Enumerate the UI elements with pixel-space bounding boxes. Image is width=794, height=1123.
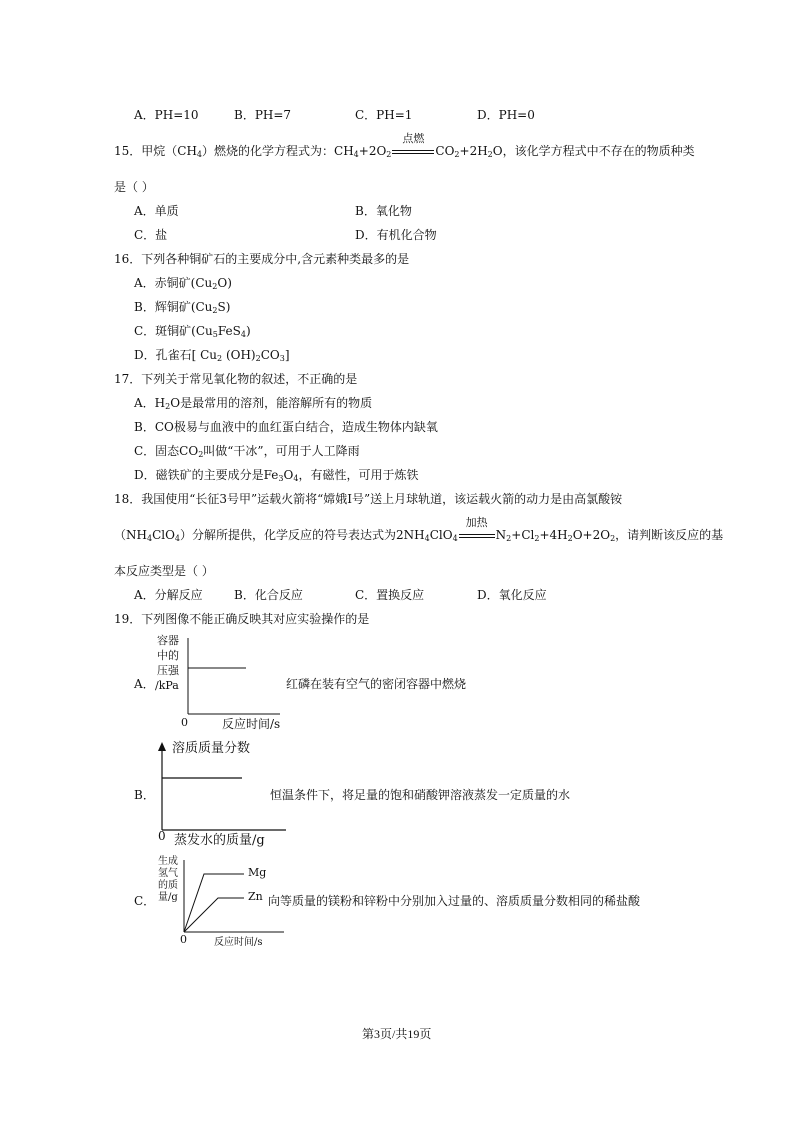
q19-option-b-desc: 恒温条件下，将足量的饱和硝酸钾溶液蒸发一定质量的水 <box>270 788 571 802</box>
q18-option-a: A．分解反应 <box>134 588 203 602</box>
q16-option-a: A．赤铜矿$(Cu_2O)$ <box>134 276 232 291</box>
page-footer: 第3页/共19页 <box>362 1027 432 1041</box>
q15-option-b: B．氧化物 <box>355 204 412 218</box>
q15-option-a: A．单质 <box>134 204 179 218</box>
x-axis-label: 蒸发水的质量/g <box>174 833 265 848</box>
zn-curve <box>184 898 244 932</box>
q17-option-c: C．固态$CO_2$叫做“干冰”，可用于人工降雨 <box>134 444 360 459</box>
q15-stem: 15．甲烷$(CH_4)$燃烧的化学方程式为：$CH_4+2O_2$ 点燃 $CO_2+2H_2O$，该化学方程式中不存在的物质种类 <box>114 131 695 159</box>
q19-option-c-label: C． <box>134 894 156 908</box>
q18-stem-line1: 18．我国使用“长征3号甲”运载火箭将“嫦娥Ⅰ号”送上月球轨道，该运载火箭的动力是由高氯酸铵 <box>114 492 623 506</box>
q19-option-a-label: A． <box>134 677 155 691</box>
q19-option-c-desc: 向等质量的镁粉和锌粉中分别加入过量的、溶质质量分数相同的稀盐酸 <box>268 894 641 908</box>
q17-stem: 17．下列关于常见氧化物的叙述，不正确的是 <box>114 372 358 386</box>
q19-option-b-label: B． <box>134 788 155 802</box>
series-label-zn: Zn <box>248 890 263 903</box>
q16-option-d: D．孔雀石[ $Cu_2$ $(OH)_2CO_3$] <box>134 348 290 363</box>
q18-option-d: D．氧化反应 <box>477 588 547 602</box>
reaction-arrow <box>459 515 495 542</box>
q18-option-c: C．置换反应 <box>355 588 425 602</box>
series-label-mg: Mg <box>248 866 267 879</box>
q18-option-b: B．化合反应 <box>234 588 303 602</box>
y-axis-label: 溶质质量分数 <box>172 741 251 756</box>
q14-option-d: D．PH=0 <box>477 108 535 122</box>
q17-option-d: D．磁铁矿的主要成分是$Fe_3O_4$，有磁性，可用于炼铁 <box>134 468 419 483</box>
reaction-condition: 点燃 <box>402 131 425 145</box>
q18-stem-line3: 本反应类型是（ ） <box>114 564 214 578</box>
q19-option-a-desc: 红磷在装有空气的密闭容器中燃烧 <box>286 677 467 691</box>
q17-option-b: B．CO极易与血液中的血红蛋白结合，造成生物体内缺氧 <box>134 420 438 434</box>
q14-option-c: C．PH=1 <box>355 108 413 122</box>
q16-option-b: B．辉铜矿$(Cu_2S)$ <box>134 300 231 315</box>
q15-stem-line2: 是（ ） <box>114 180 154 194</box>
q16-option-c: C．斑铜矿$(Cu_5FeS_4)$ <box>134 324 251 339</box>
q16-stem: 16．下列各种铜矿石的主要成分中,含元素种类最多的是 <box>114 252 410 266</box>
origin-label: 0 <box>181 716 188 729</box>
q18-stem-line2: $(NH_4ClO_4)$分解所提供，化学反应的符号表达式为$2NH_4ClO_4$ 加热 $N_2+Cl_2+4H_2O+2O_2$，请判断该反应的基 <box>114 515 724 543</box>
q14-option-b: B．PH=7 <box>234 108 292 122</box>
q15-option-d: D．有机化合物 <box>355 228 437 242</box>
x-axis-label: 反应时间/s <box>214 937 263 948</box>
pressure-graph <box>148 632 288 736</box>
y-axis-label: 容器 中的 压强 /kPa <box>155 634 179 692</box>
q14-option-a: A．PH=10 <box>134 108 199 122</box>
x-axis-label: 反应时间/s <box>222 717 281 731</box>
y-axis-label: 生成 氢气 的质 量/g <box>158 856 178 903</box>
q15-option-c: C．盐 <box>134 228 168 242</box>
origin-label: 0 <box>158 829 166 843</box>
q19-stem: 19．下列图像不能正确反映其对应实验操作的是 <box>114 612 370 626</box>
reaction-condition: 加热 <box>465 515 488 529</box>
q17-option-a: A．$H_2O$是最常用的溶剂，能溶解所有的物质 <box>134 396 373 411</box>
origin-label: 0 <box>180 933 187 946</box>
reaction-arrow <box>392 131 434 158</box>
